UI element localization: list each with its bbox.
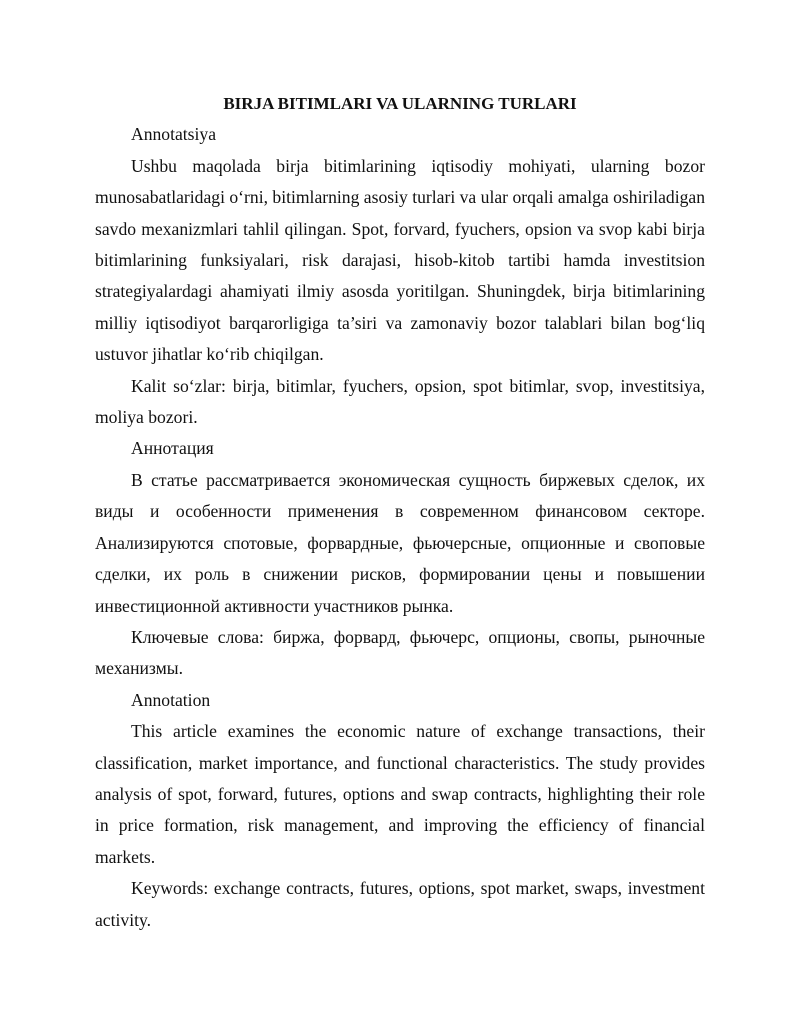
uz-annotation-heading: Annotatsiya — [131, 124, 217, 145]
en-keywords: Keywords: exchange contracts, futures, options, spot market, swaps, investment activity. — [95, 878, 705, 930]
en-annotation-heading: Annotation — [131, 689, 211, 710]
en-abstract: This article examines the economic nature of exchange transactions, their classification, market importance, and functional characteristics. The study provides analysis of spot, forward, futures, options and swap contracts, highlighting their role in price formation, risk management, and improving the efficiency of financial markets. — [95, 721, 705, 867]
ru-keywords: Ключевые слова: биржа, форвард, фьючерс, опционы, свопы, рыночные механизмы. — [95, 626, 705, 679]
uz-abstract: Ushbu maqolada birja bitimlarining iqtisodiy mohiyati, ularning bozor munosabatlaridagi o‘rni, bitimlarning asosiy turlari va ular orqali amalga oshiriladigan savdo mexanizmlari tahlil qilingan. Spot, forvard, fyuchers, opsion va svop kabi birja bitimlarining funksiyalari, risk darajasi, hisob-kitob tartibi hamda investitsion strategiyalardagi ahamiyati ilmiy asosda yoritilgan. Shuningdek, birja bitimlarining milliy iqtisodiyot barqarorligiga ta’siri va zamonaviy bozor talablari bilan bog‘liq ustuvor jihatlar ko‘rib chiqilgan. — [95, 155, 705, 365]
uz-keywords: Kalit so‘zlar: birja, bitimlar, fyuchers, opsion, spot bitimlar, svop, investitsiya, moliya bozori. — [95, 375, 705, 428]
document-page — [95, 88, 705, 936]
paper-title: BIRJA BITIMLARI VA ULARNING TURLARI — [223, 94, 577, 113]
ru-annotation-heading: Аннотация — [131, 438, 214, 459]
ru-abstract: В статье рассматривается экономическая сущность биржевых сделок, их виды и особенности применения в современном финансовом секторе. Анализируются спотовые, форвардные, фьючерсные, опционные и своповые сделки, их роль в снижении рисков, формировании цены и повышении инвестиционной активности участников рынка. — [95, 469, 705, 616]
